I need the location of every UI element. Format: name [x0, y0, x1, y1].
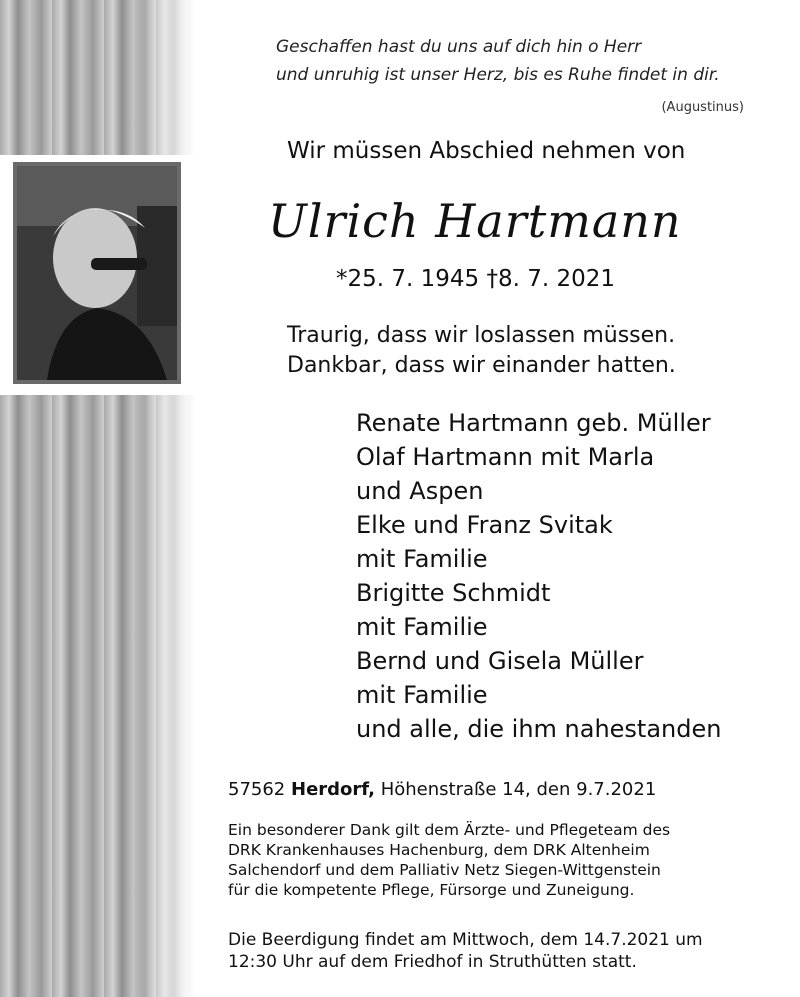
thanks-line-2: DRK Krankenhauses Hachenburg, dem DRK Altenheim: [228, 841, 650, 859]
address-rest: Höhenstraße 14, den 9.7.2021: [380, 779, 657, 800]
decorative-gray-strip: [0, 0, 195, 997]
deceased-name: Ulrich Hartmann: [268, 194, 682, 248]
mourner: mit Familie: [356, 613, 488, 641]
mourner: und Aspen: [356, 477, 484, 505]
mourner: und alle, die ihm nahestanden: [356, 715, 722, 743]
mourner: Olaf Hartmann mit Marla: [356, 443, 655, 471]
intro-text: Wir müssen Abschied nehmen von: [287, 138, 686, 164]
address-zip: 57562: [228, 779, 286, 800]
mourner: Renate Hartmann geb. Müller: [356, 409, 711, 437]
funeral-line-2: 12:30 Uhr auf dem Friedhof in Struthütten statt.: [228, 952, 637, 972]
quote-source: (Augustinus): [661, 100, 744, 115]
quote-line-2: und unruhig ist unser Herz, bis es Ruhe findet in dir.: [276, 65, 720, 85]
thanks-line-4: für die kompetente Pflege, Fürsorge und Zuneigung.: [228, 881, 635, 899]
address-line: [228, 779, 656, 800]
mourner: Bernd und Gisela Müller: [356, 647, 644, 675]
portrait-photo: [13, 162, 181, 384]
motto-line-2: Dankbar, dass wir einander hatten.: [287, 353, 676, 378]
mourner: Brigitte Schmidt: [356, 579, 551, 607]
mourners-list: [356, 406, 721, 746]
funeral-line-1: Die Beerdigung findet am Mittwoch, dem 14.7.2021 um: [228, 930, 703, 950]
mourner: Elke und Franz Svitak: [356, 511, 613, 539]
thanks-line-3: Salchendorf und dem Palliativ Netz Siegen-Wittgenstein: [228, 861, 661, 879]
motto-line-1: Traurig, dass wir loslassen müssen.: [287, 323, 676, 348]
portrait-image: [17, 166, 177, 380]
address-city: Herdorf,: [291, 779, 375, 800]
funeral-notice: [228, 929, 788, 973]
quote-line-1: Geschaffen hast du uns auf dich hin o Herr: [276, 37, 642, 57]
mourner: mit Familie: [356, 681, 488, 709]
thanks-paragraph: [228, 820, 788, 900]
mourner: mit Familie: [356, 545, 488, 573]
life-dates: *25. 7. 1945 †8. 7. 2021: [336, 266, 616, 292]
thanks-line-1: Ein besonderer Dank gilt dem Ärzte- und Pflegeteam des: [228, 821, 671, 839]
